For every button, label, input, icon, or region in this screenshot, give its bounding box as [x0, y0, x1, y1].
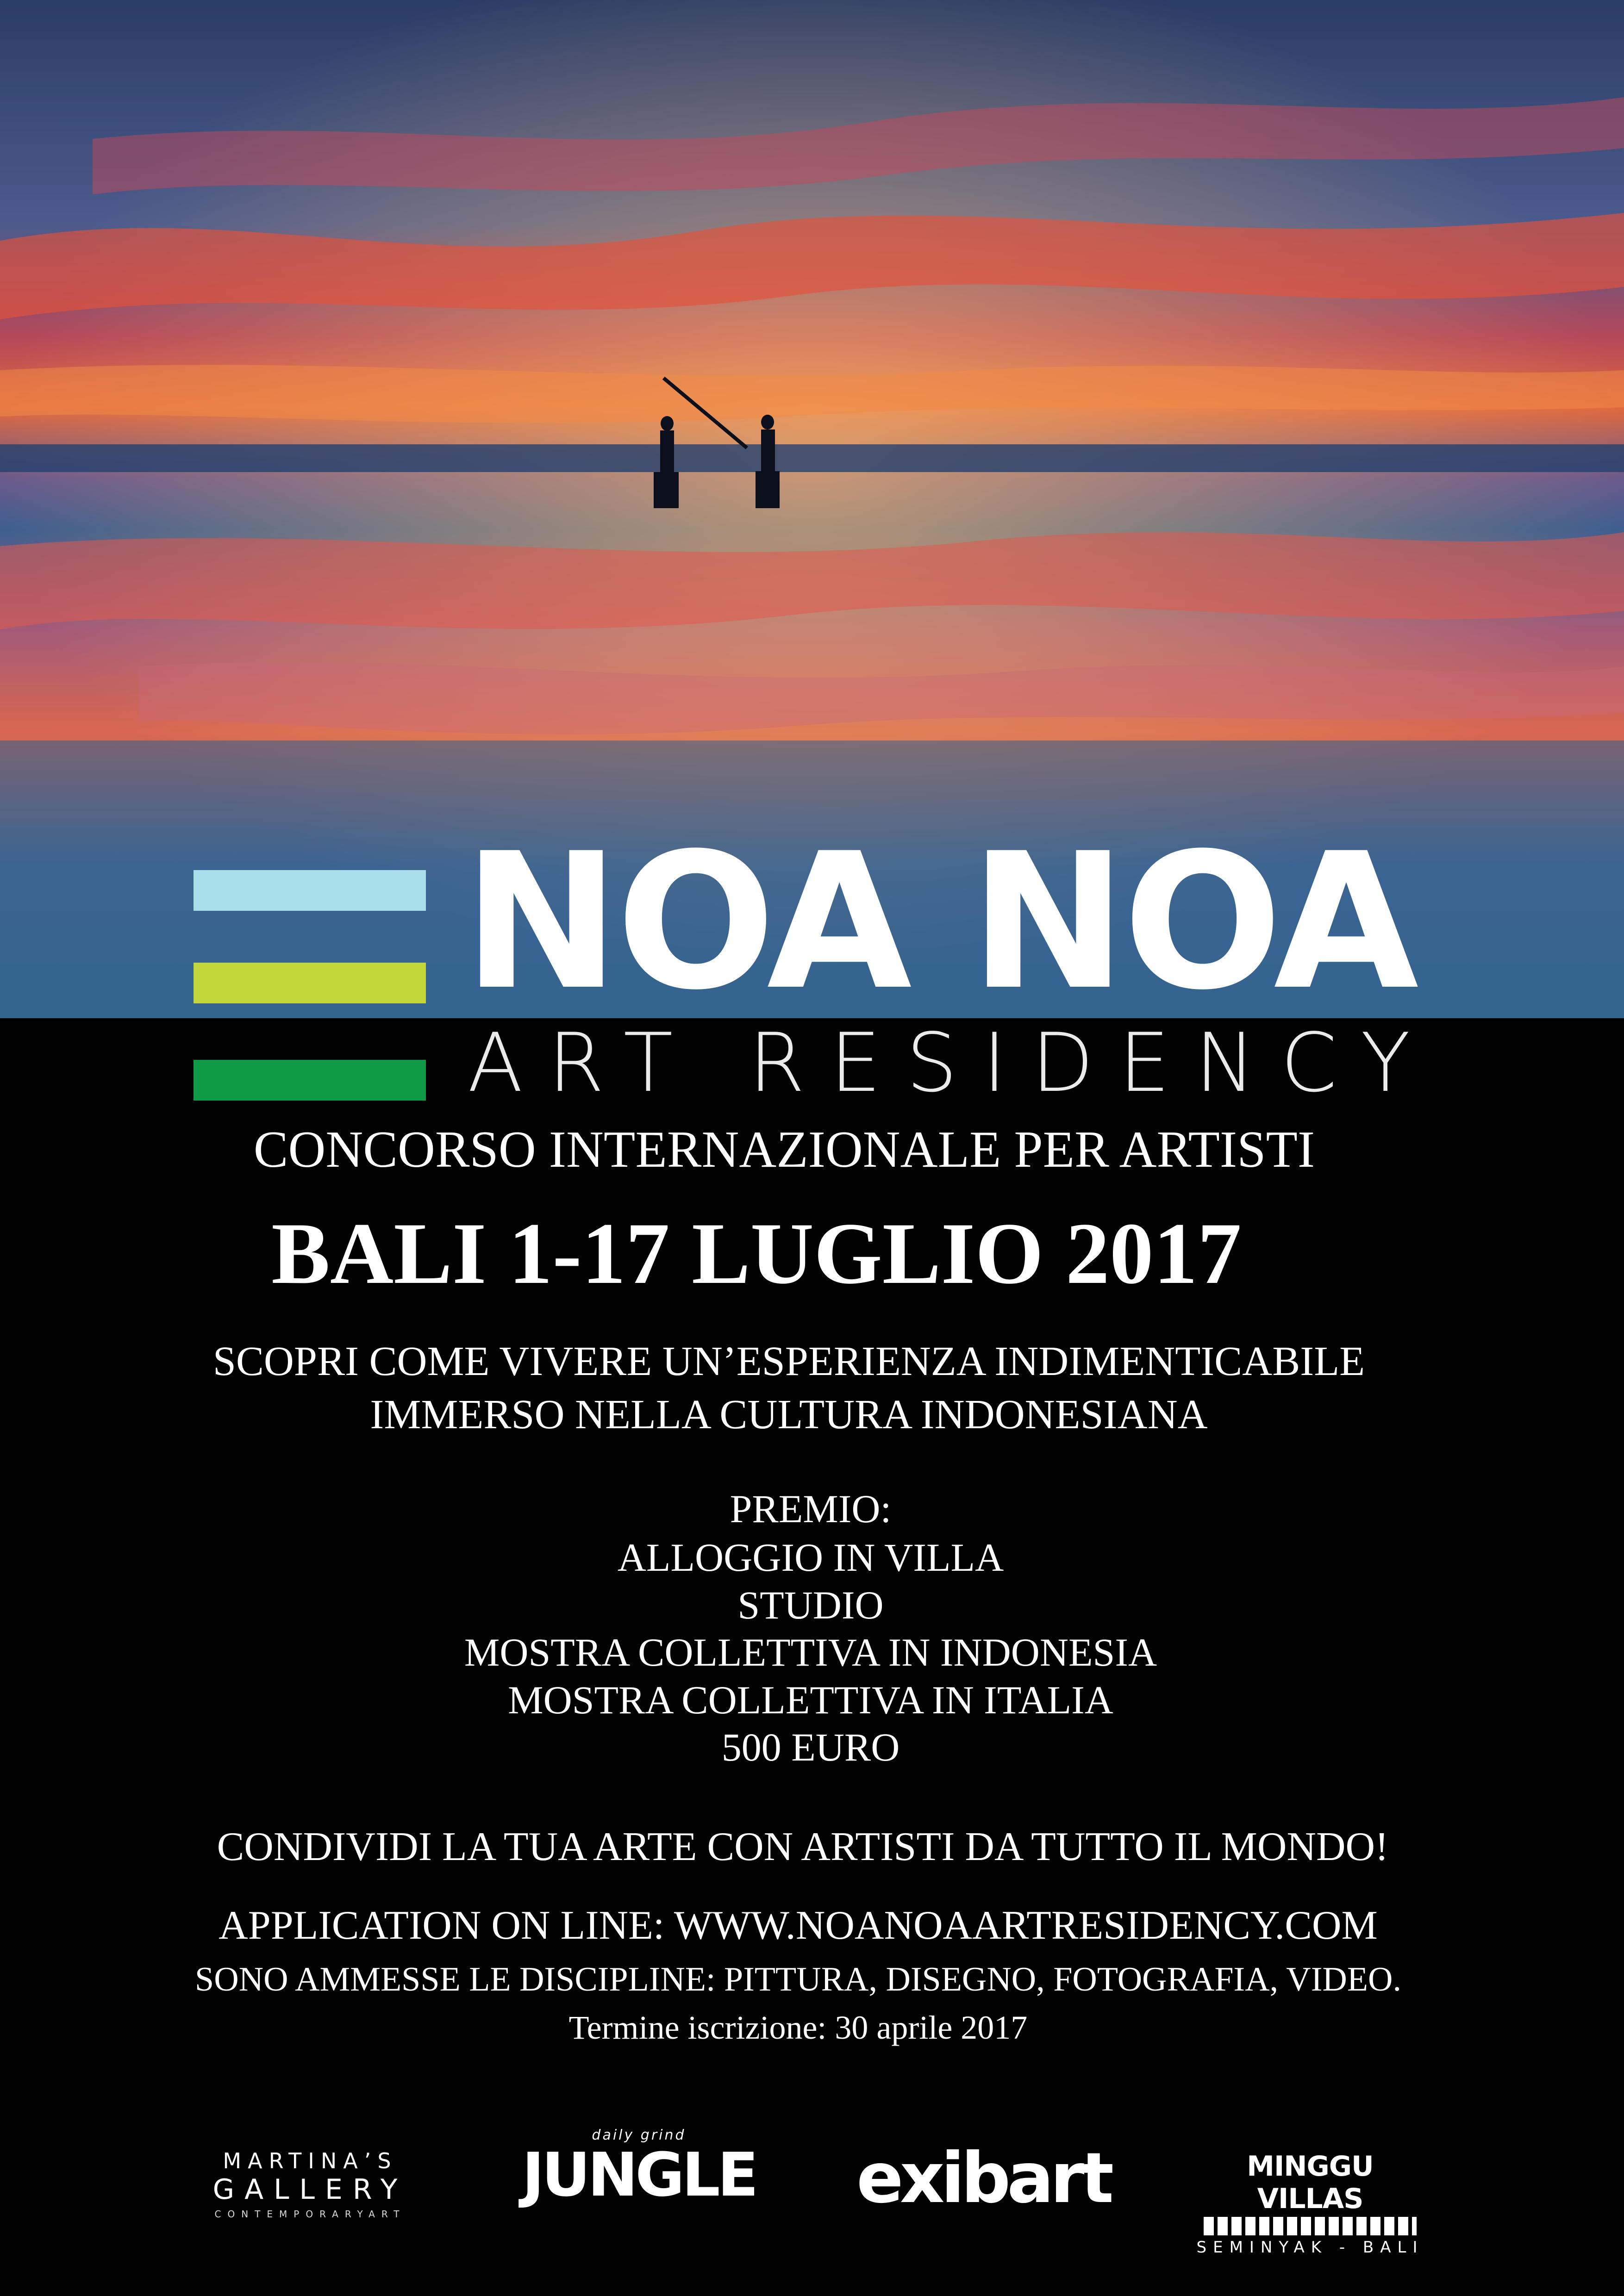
sponsor-logos	[0, 2120, 1624, 2257]
intro-line-2: IMMERSO NELLA CULTURA INDONESIANA	[370, 1392, 1208, 1437]
headline: CONCORSO INTERNAZIONALE PER ARTISTI	[253, 1121, 1315, 1178]
minggu-logo-location: SEMINYAK - BALI	[1196, 2238, 1424, 2257]
prize-heading: PREMIO:	[730, 1487, 892, 1531]
brand-name: NOA NOA	[463, 813, 1415, 1031]
noa-noa-logo	[0, 0, 1624, 1120]
prize-item: ALLOGGIO IN VILLA	[617, 1535, 1004, 1580]
martinas-gallery-logo	[204, 2120, 417, 2240]
prize-item: STUDIO	[737, 1583, 884, 1627]
prize-item: 500 EURO	[721, 1725, 900, 1769]
logo-stripe-green	[194, 1060, 426, 1101]
martina-logo-line-3: CONTEMPORARYART	[214, 2209, 406, 2220]
martina-logo-line-2: GALLERY	[212, 2173, 408, 2206]
prize-item: MOSTRA COLLETTIVA IN INDONESIA	[464, 1630, 1157, 1674]
exibart-logo	[856, 2120, 1111, 2240]
minggu-villas-logo	[1194, 2120, 1426, 2257]
prize-item: MOSTRA COLLETTIVA IN ITALIA	[508, 1678, 1113, 1722]
event-title: BALI 1-17 LUGLIO 2017	[271, 1205, 1242, 1302]
application-link[interactable]: APPLICATION ON LINE: WWW.NOANOAARTRESIDENCY.COM	[219, 1903, 1378, 1948]
logo-stripe-lime	[194, 963, 426, 1003]
jungle-logo-name: JUNGLE	[522, 2140, 756, 2210]
minggu-logo-bars	[1204, 2217, 1417, 2235]
deadline-text: Termine iscrizione: 30 aprile 2017	[568, 2009, 1028, 2046]
brand-subtitle: ART RESIDENCY	[468, 1016, 1436, 1110]
exibart-logo-name: exibart	[856, 2138, 1111, 2219]
minggu-logo-name: MINGGU VILLAS	[1247, 2150, 1374, 2215]
intro-line-1: SCOPRI COME VIVERE UN’ESPERIENZA INDIMENTICABILE	[212, 1338, 1365, 1384]
share-tagline: CONDIVIDI LA TUA ARTE CON ARTISTI DA TUTTO IL MONDO!	[217, 1824, 1389, 1869]
disciplines-text: SONO AMMESSE LE DISCIPLINE: PITTURA, DISEGNO, FOTOGRAFIA, VIDEO.	[195, 1960, 1401, 1998]
jungle-logo-tagline: daily grind	[592, 2127, 686, 2143]
logo-stripe-light-blue	[194, 870, 426, 911]
jungle-logo	[518, 2120, 759, 2240]
martina-logo-line-1: MARTINA’S	[223, 2148, 398, 2173]
